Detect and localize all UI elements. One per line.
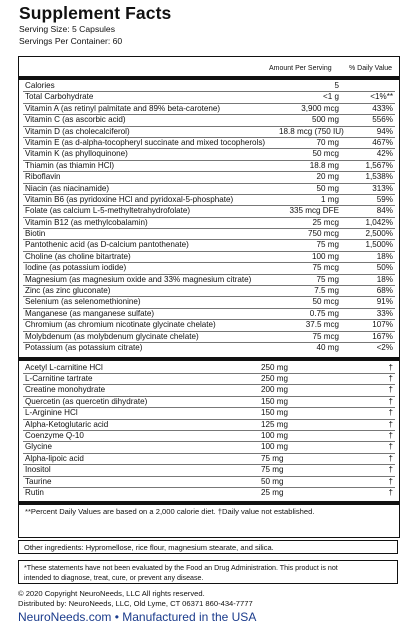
row-label: L-Carnitine tartrate (25, 373, 93, 383)
facts-row (23, 342, 395, 353)
facts-row (23, 476, 395, 487)
facts-row (23, 419, 395, 430)
row-label: Alpha-lipoic acid (25, 453, 84, 463)
row-daily-value: 1,538% (365, 172, 393, 182)
facts-row (23, 262, 395, 273)
row-amount: 150 mg (261, 408, 288, 418)
facts-row (23, 487, 395, 498)
facts-row (23, 160, 395, 171)
row-amount: 250 mg (261, 373, 288, 383)
facts-row (23, 205, 395, 216)
brand-website[interactable]: NeuroNeeds.com • Manufactured in the USA (18, 610, 257, 624)
row-label: Vitamin D (as cholecalciferol) (25, 126, 130, 136)
facts-row (23, 274, 395, 285)
row-daily-value: 1,500% (365, 240, 393, 250)
row-daily-value: † (388, 419, 393, 429)
row-amount: 75 mcg (312, 331, 339, 341)
row-amount: 200 mg (261, 385, 288, 395)
disclaimer-line-1: *These statements have not been evaluated by the Food an Drug Administration. This product is not (24, 564, 338, 572)
copyright: © 2020 Copyright NeuroNeeds, LLC All rights reserved. (18, 589, 205, 598)
row-amount: 3,900 mcg (301, 103, 339, 113)
nutrient-rows (23, 81, 395, 353)
facts-row (23, 217, 395, 228)
disclaimer-line-2: intended to diagnose, treat, cure, or prevent any disease. (24, 574, 204, 582)
facts-row (23, 228, 395, 239)
row-label: Alpha-Ketoglutaric acid (25, 419, 109, 429)
fda-disclaimer (18, 560, 398, 584)
row-amount: 150 mg (261, 396, 288, 406)
row-daily-value: 68% (376, 286, 393, 296)
facts-row (23, 285, 395, 296)
row-daily-value: † (388, 362, 393, 372)
row-label: Manganese (as manganese sulfate) (25, 308, 155, 318)
row-label: Iodine (as potassium iodide) (25, 263, 127, 273)
row-amount: 250 mg (261, 362, 288, 372)
row-daily-value: 167% (372, 331, 393, 341)
row-label: Biotin (25, 229, 46, 239)
row-daily-value: 94% (376, 126, 393, 136)
column-header-daily-value: % Daily Value (349, 65, 393, 72)
row-daily-value: † (388, 396, 393, 406)
row-label: Vitamin B12 (as methylcobalamin) (25, 217, 148, 227)
row-amount: 40 mg (316, 342, 339, 352)
row-label: Inositol (25, 465, 51, 475)
facts-row (23, 194, 395, 205)
facts-row (23, 430, 395, 441)
row-label: Magnesium (as magnesium oxide and 33% magnesium citrate) (25, 274, 252, 284)
facts-row (23, 441, 395, 452)
row-label: Molybdenum (as molybdenum glycinate chelate) (25, 331, 199, 341)
facts-row (23, 453, 395, 464)
other-ingredient-rows (23, 363, 395, 499)
row-daily-value: 84% (376, 206, 393, 216)
row-label: Niacin (as niacinamide) (25, 183, 110, 193)
row-amount: 50 mcg (312, 297, 339, 307)
row-daily-value: 556% (372, 115, 393, 125)
facts-row (23, 384, 395, 395)
other-ingredients: Other ingredients: Hypromellose, rice flour, magnesium stearate, and silica. (18, 540, 398, 554)
row-daily-value: 467% (372, 137, 393, 147)
row-amount: 0.75 mg (309, 308, 339, 318)
facts-row (23, 103, 395, 114)
facts-row (23, 81, 395, 91)
facts-row (23, 363, 395, 373)
facts-row (23, 137, 395, 148)
row-daily-value: 1,042% (365, 217, 393, 227)
daily-value-footnote: **Percent Daily Values are based on a 2,000 calorie diet. †Daily value not established. (25, 507, 315, 517)
facts-row (23, 407, 395, 418)
row-amount: 75 mg (316, 274, 339, 284)
row-daily-value: <1%** (370, 92, 393, 102)
row-daily-value: 33% (376, 308, 393, 318)
row-label: Vitamin K (as phylloquinone) (25, 149, 128, 159)
facts-row (23, 308, 395, 319)
facts-row (23, 331, 395, 342)
row-label: Thiamin (as thiamin HCl) (25, 160, 115, 170)
row-label: Riboflavin (25, 172, 61, 182)
row-label: Vitamin C (as ascorbic acid) (25, 115, 126, 125)
facts-row (23, 183, 395, 194)
row-daily-value: 42% (376, 149, 393, 159)
row-label: Quercetin (as quercetin dihydrate) (25, 396, 148, 406)
row-label: L-Arginine HCl (25, 408, 78, 418)
row-amount: 75 mg (261, 453, 284, 463)
row-amount: <1 g (323, 92, 339, 102)
label-title: Supplement Facts (19, 3, 172, 23)
row-amount: 125 mg (261, 419, 288, 429)
row-daily-value: 1,567% (365, 160, 393, 170)
row-amount: 25 mcg (312, 217, 339, 227)
row-label: Acetyl L-carnitine HCl (25, 362, 103, 372)
row-daily-value: 91% (376, 297, 393, 307)
section-rule (19, 357, 399, 361)
row-daily-value: 18% (376, 274, 393, 284)
row-amount: 100 mg (261, 430, 288, 440)
row-amount: 500 mg (312, 115, 339, 125)
header-rule (19, 76, 399, 80)
row-amount: 75 mg (261, 465, 284, 475)
row-label: Total Carbohydrate (25, 92, 94, 102)
facts-row (23, 171, 395, 182)
row-label: Pantothenic acid (as D-calcium pantothenate) (25, 240, 189, 250)
row-daily-value: 59% (376, 194, 393, 204)
row-daily-value: † (388, 408, 393, 418)
row-daily-value: † (388, 487, 393, 497)
row-amount: 20 mg (316, 172, 339, 182)
row-daily-value: <2% (376, 342, 393, 352)
row-amount: 7.5 mg (314, 286, 339, 296)
row-amount: 1 mg (321, 194, 339, 204)
row-amount: 335 mcg DFE (289, 206, 339, 216)
row-daily-value: † (388, 465, 393, 475)
row-label: Coenzyme Q-10 (25, 430, 84, 440)
row-label: Taurine (25, 476, 52, 486)
column-header-amount: Amount Per Serving (269, 65, 332, 72)
row-amount: 70 mg (316, 137, 339, 147)
facts-row (23, 296, 395, 307)
facts-row (23, 148, 395, 159)
row-label: Calories (25, 81, 55, 90)
row-amount: 750 mcg (307, 229, 339, 239)
row-label: Chromium (as chromium nicotinate glycinate chelate) (25, 320, 216, 330)
facts-row (23, 239, 395, 250)
row-label: Choline (as choline bitartrate) (25, 251, 131, 261)
row-daily-value: † (388, 373, 393, 383)
footnote-rule (19, 501, 399, 505)
row-daily-value: 50% (376, 263, 393, 273)
row-label: Glycine (25, 442, 52, 452)
facts-row (23, 373, 395, 384)
facts-row (23, 251, 395, 262)
distributor: Distributed by: NeuroNeeds, LLC, Old Lyme, CT 06371 860-434-7777 (18, 599, 253, 608)
row-daily-value: † (388, 442, 393, 452)
row-label: Vitamin B6 (as pyridoxine HCl and pyridoxal-5-phosphate) (25, 194, 234, 204)
row-daily-value: 433% (372, 103, 393, 113)
row-label: Vitamin E (as d-alpha-tocopheryl succinate and mixed tocopherols) (25, 137, 266, 147)
row-daily-value: † (388, 385, 393, 395)
row-amount: 50 mcg (312, 149, 339, 159)
row-daily-value: † (388, 476, 393, 486)
row-label: Vitamin A (as retinyl palmitate and 89% beta-carotene) (25, 103, 221, 113)
row-amount: 50 mg (261, 476, 284, 486)
row-label: Creatine monohydrate (25, 385, 106, 395)
row-amount: 75 mg (316, 240, 339, 250)
row-amount: 37.5 mcg (305, 320, 339, 330)
servings-per-container: Servings Per Container: 60 (19, 36, 123, 46)
facts-row (23, 464, 395, 475)
row-label: Zinc (as zinc gluconate) (25, 286, 111, 296)
serving-size: Serving Size: 5 Capsules (19, 24, 116, 34)
row-label: Folate (as calcium L-5-methyltetrahydrofolate) (25, 206, 191, 216)
row-amount: 50 mg (316, 183, 339, 193)
row-daily-value: † (388, 453, 393, 463)
row-label: Rutin (25, 487, 44, 497)
facts-row (23, 91, 395, 102)
row-daily-value: 107% (372, 320, 393, 330)
row-amount: 18.8 mcg (750 IU) (279, 126, 344, 136)
row-amount: 100 mg (312, 251, 339, 261)
row-amount: 5 (334, 81, 339, 90)
facts-row (23, 319, 395, 330)
row-amount: 25 mg (261, 487, 284, 497)
row-label: Potassium (as potassium citrate) (25, 342, 143, 352)
row-daily-value: 2,500% (365, 229, 393, 239)
row-label: Selenium (as selenomethionine) (25, 297, 141, 307)
row-daily-value: † (388, 430, 393, 440)
facts-row (23, 396, 395, 407)
row-amount: 18.8 mg (309, 160, 339, 170)
facts-table (18, 56, 400, 538)
row-amount: 75 mcg (312, 263, 339, 273)
row-daily-value: 18% (376, 251, 393, 261)
row-daily-value: 313% (372, 183, 393, 193)
row-amount: 100 mg (261, 442, 288, 452)
facts-row (23, 114, 395, 125)
facts-row (23, 126, 395, 137)
